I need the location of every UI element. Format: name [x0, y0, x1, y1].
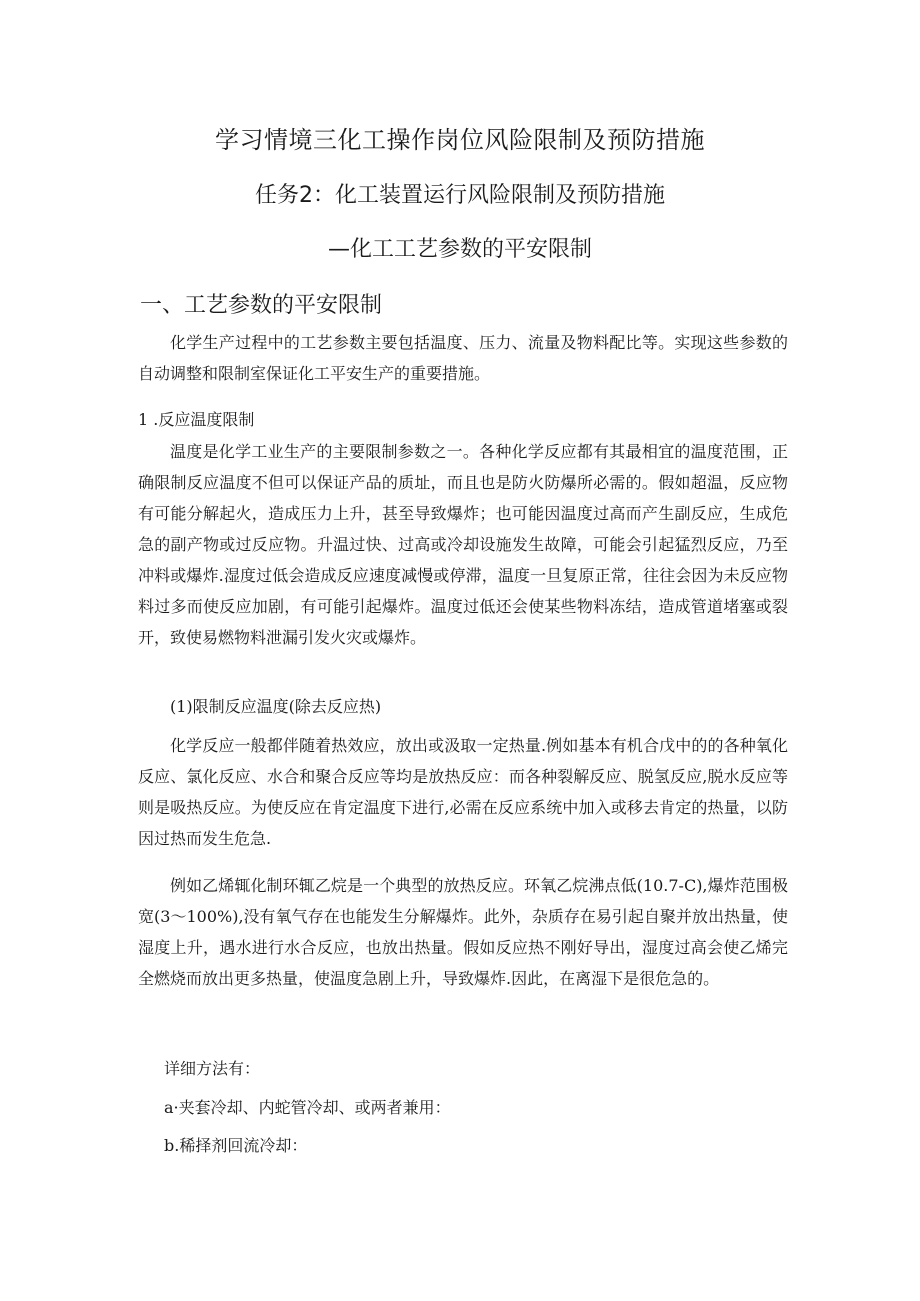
topic-subtitle: —化工工艺参数的平安限制 — [327, 237, 592, 262]
methods-label: 详细方法有： — [164, 1059, 261, 1078]
paragraph-text: 化学反应一般都伴随着热效应，放出或汲取一定热量.例如基本有机合戊中的的各种氧化反应、氯化反应、水合和聚合反应等均是放热反应：而各种裂解反应、脱氢反应,脱水反应等则是吸热反应。为使反应在肯定温度下进行,必需在反应系统中加入或移去肯定的热量，以防因过热而发生危急. — [138, 736, 788, 848]
paragraph-temperature — [138, 436, 788, 653]
paragraph-text: 例如乙烯辄化制环辄乙烷是一个典型的放热反应。环氧乙烷沸点低(10.7-C),爆炸范围极宽(3〜100%),没有氧气存在也能发生分解爆炸。此外，杂质存在易引起自聚并放出热量，使湿度上升，遇水进行水合反应，也放出热量。假如反应热不刚好导出，湿度过高会使乙烯完全燃烧而放出更多热量，使温度急剧上升，导致爆炸.因此，在离湿下是很危急的。 — [138, 876, 788, 988]
list-item-reaction-temperature: 1 .反应温度限制 — [138, 410, 255, 429]
method-b: b.稀择剂回流冷却： — [164, 1136, 308, 1155]
paragraph-text: 温度是化学工业生产的主要限制参数之一。各种化学反应都有其最相宜的温度范围，正确限制反应温度不但可以保证产品的质址，而且也是防火防爆所必需的。假如超温，反应物有可能分解起火，造成压力上升，甚至导致爆炸；也可能因温度过高而产生副反应，生成危急的副产物或过反应物。升温过快、过高或冷却设施发生故障，可能会引起猛烈反应，乃至冲料或爆炸.湿度过低会造成反应速度减慢或停滞，温度一旦复原正常，往往会因为未反应物料过多而使反应加剧，有可能引起爆炸。温度过低还会使某些物料冻结，造成管道堵塞或裂开，致使易燃物料泄漏引发火灾或爆炸。 — [138, 442, 788, 647]
task-subtitle: 任务2：化工装置运行风险限制及预防措施 — [255, 183, 665, 208]
paragraph-intro — [138, 327, 788, 389]
paragraph-example — [138, 870, 788, 994]
paragraph-heat-effect — [138, 730, 788, 854]
paragraph-text: 化学生产过程中的工艺参数主要包括温度、压力、流量及物料配比等。实现这些参数的自动调整和限制室保证化工平安生产的重要措施。 — [138, 333, 788, 383]
method-a: a·夹套冷却、内蛇管冷却、或两者兼用： — [164, 1098, 451, 1117]
section-heading: 一、工艺参数的平安限制 — [140, 293, 383, 318]
subheading-control-temperature: (1)限制反应温度(除去反应热) — [170, 697, 382, 716]
document-title: 学习情境三化工操作岗位风险限制及预防措施 — [215, 126, 705, 154]
